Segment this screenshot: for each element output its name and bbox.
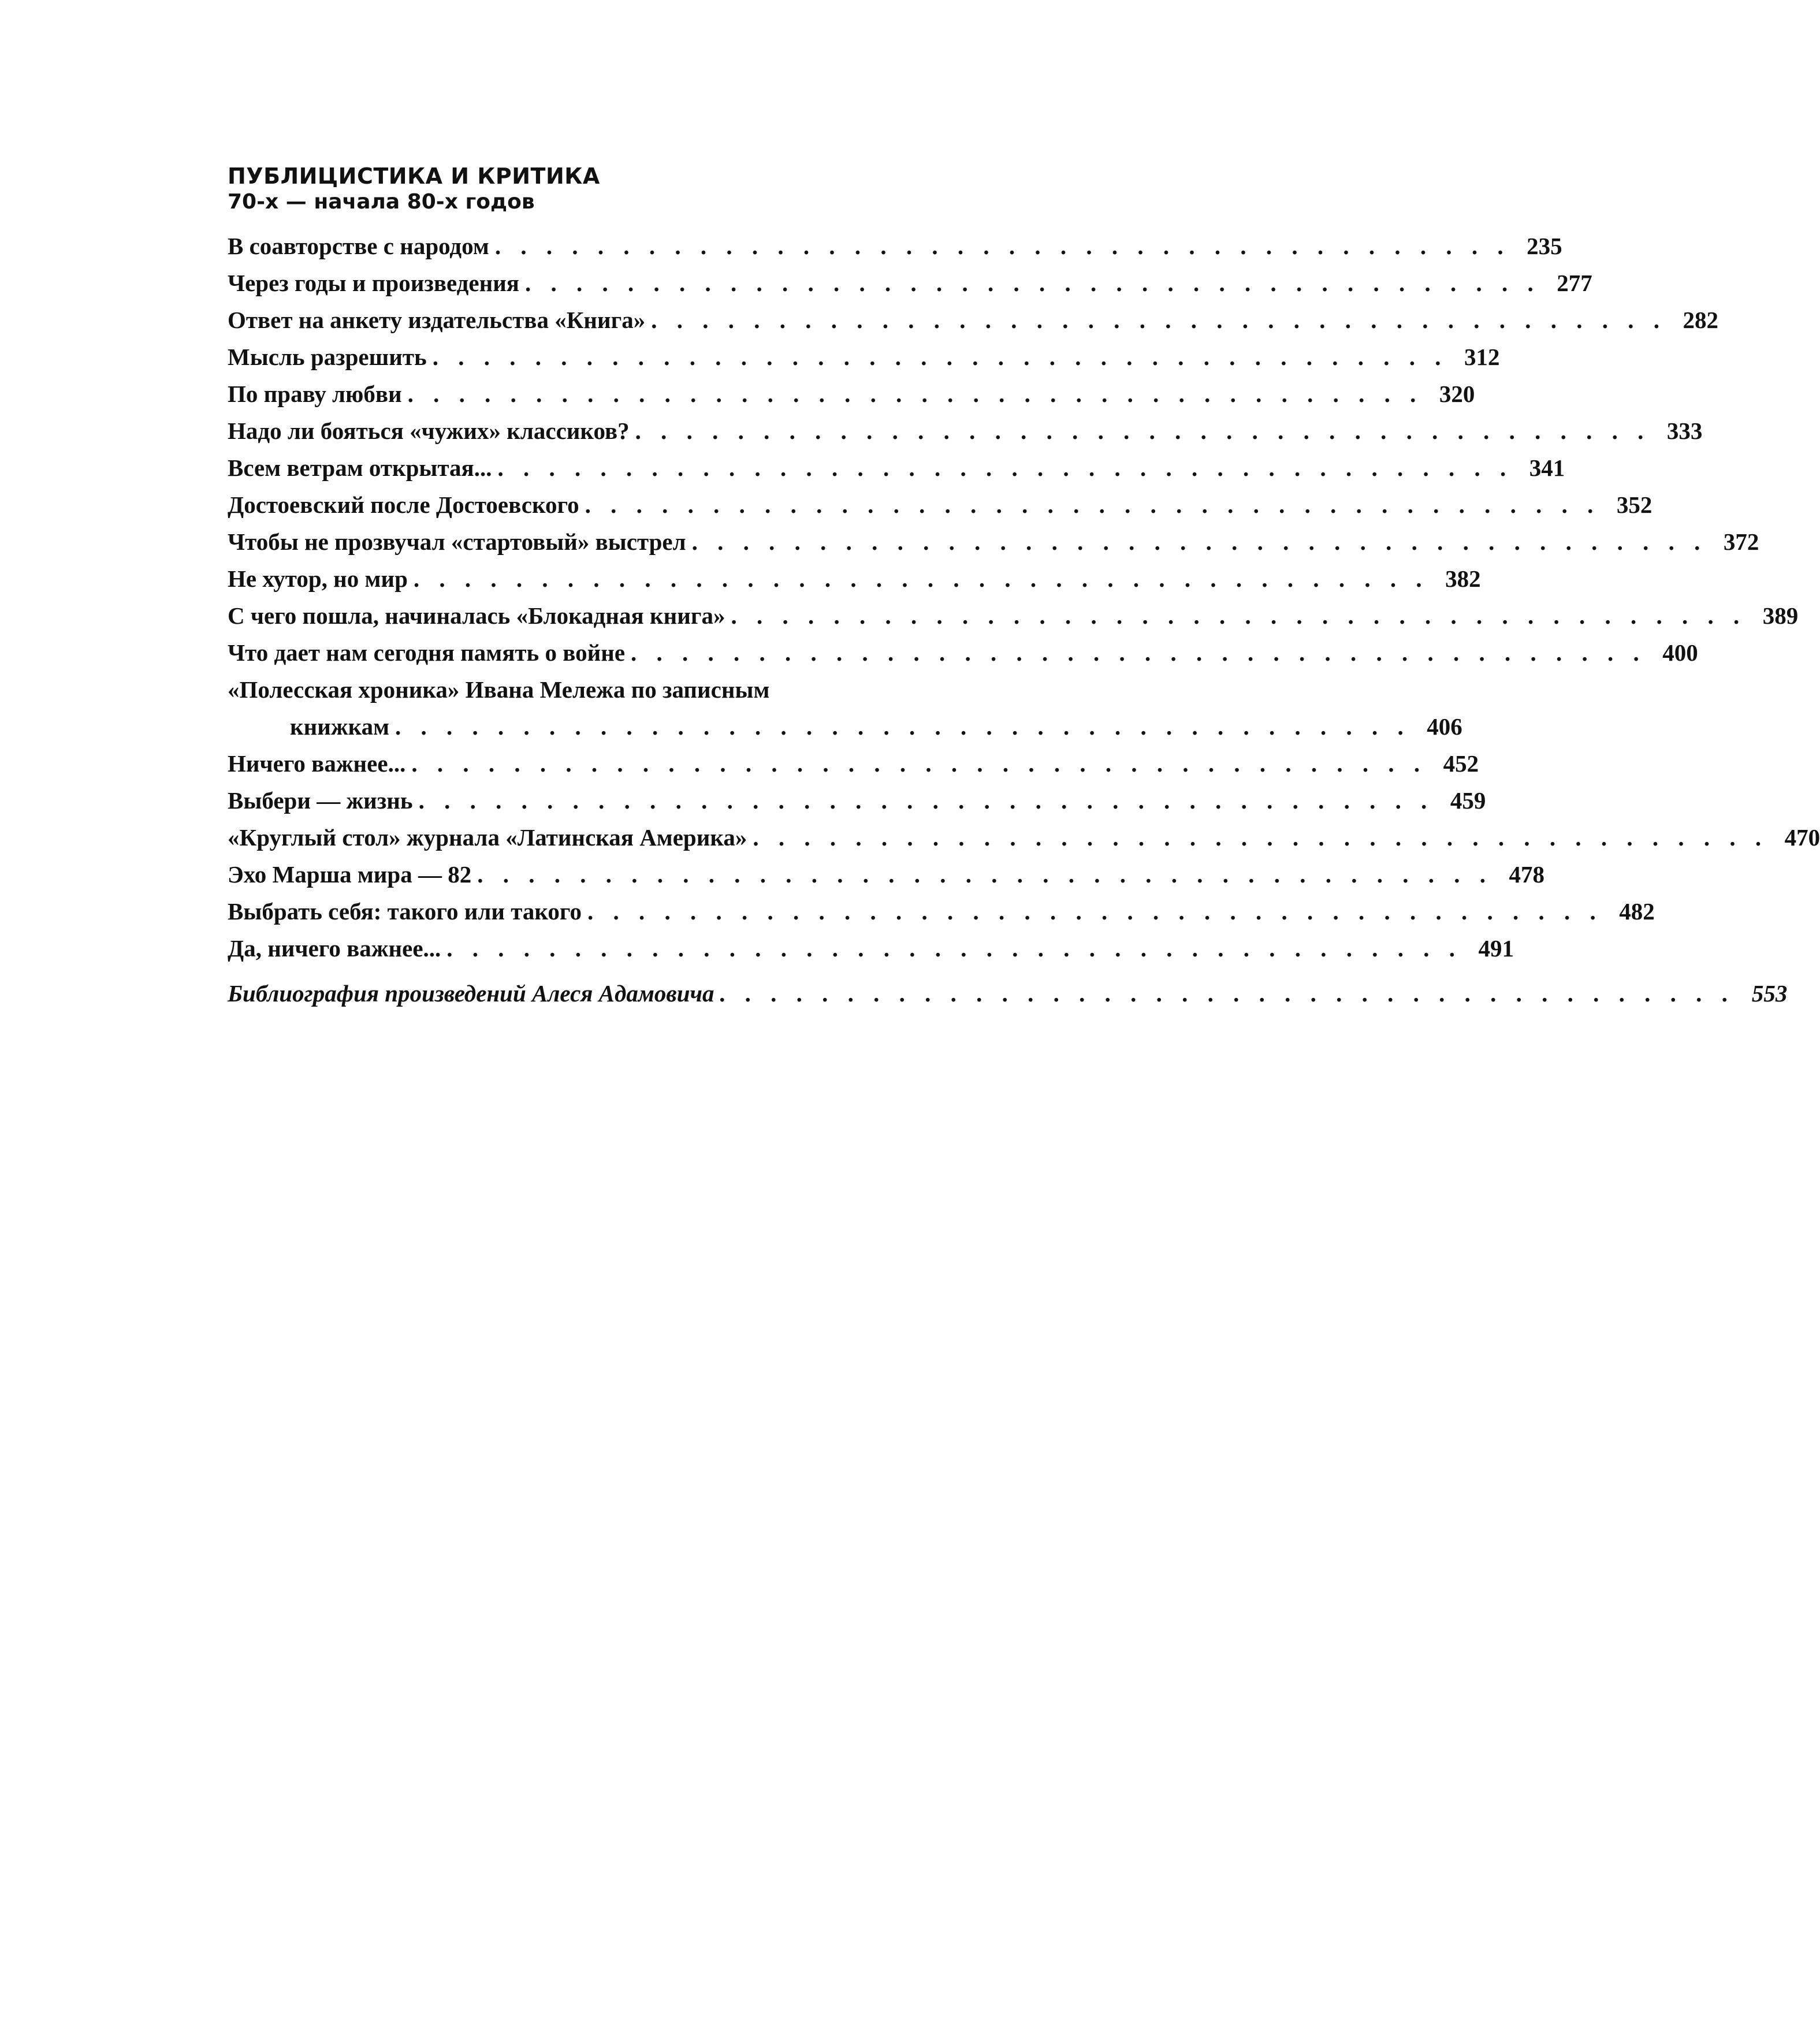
dot-leader: . . . . . . . . . . . . . . . . . . . . . . . . . . . . . . . . . . . . . . . . <box>635 418 1651 444</box>
dot-leader: . . . . . . . . . . . . . . . . . . . . . . . . . . . . . . . . . . . . . . . . <box>494 233 1510 259</box>
toc-entry-title: Библиография произведений Алеся Адамовича <box>228 980 714 1007</box>
toc-entry-title: «Круглый стол» журнала «Латинская Америка» <box>228 824 747 851</box>
toc-entry[interactable] <box>228 301 1719 338</box>
toc-entry-title: Мысль разрешить <box>228 344 427 370</box>
toc-entry[interactable] <box>228 819 1820 856</box>
toc-entry[interactable] <box>228 412 1703 449</box>
toc-entry-bibliography[interactable] <box>228 975 1788 1012</box>
toc-entry-title-line1: «Полесская хроника» Ивана Мележа по записным <box>228 676 770 703</box>
toc-entry[interactable] <box>228 449 1565 486</box>
toc-entries <box>228 228 1820 1012</box>
toc-entry-title: Достоевский после Достоевского <box>228 491 579 518</box>
toc-entry-title: По праву любви <box>228 381 402 407</box>
toc-entry[interactable] <box>228 265 1592 301</box>
toc-entry-page: 282 <box>1683 307 1719 333</box>
toc-entry-page: 470 <box>1784 824 1820 851</box>
toc-entry-page: 320 <box>1439 381 1475 407</box>
dot-leader: . . . . . . . . . . . . . . . . . . . . . . . . . . . . . . . . . . . . . . . . <box>631 639 1646 666</box>
dot-leader: . . . . . . . . . . . . . . . . . . . . . . . . . . . . . . . . . . . . . . . . <box>497 455 1513 481</box>
dot-leader: . . . . . . . . . . . . . . . . . . . . . . . . . . . . . . . . . . . . . . . . <box>407 381 1423 407</box>
toc-entry-title: Эхо Марша мира — 82 <box>228 861 472 888</box>
toc-entry-title: В соавторстве с народом <box>228 233 489 259</box>
dot-leader: . . . . . . . . . . . . . . . . . . . . . . . . . . . . . . . . . . . . . . . . <box>477 861 1493 888</box>
toc-entry-page: 452 <box>1443 750 1479 777</box>
toc-entry[interactable] <box>228 486 1652 523</box>
toc-entry-page: 459 <box>1450 787 1486 814</box>
dot-leader: . . . . . . . . . . . . . . . . . . . . . . . . . . . . . . . . . . . . . . . . <box>753 824 1769 851</box>
toc-entry-title: Что дает нам сегодня память о войне <box>228 639 626 666</box>
dot-leader: . . . . . . . . . . . . . . . . . . . . . . . . . . . . . . . . . . . . . . . . <box>446 935 1462 962</box>
dot-leader: . . . . . . . . . . . . . . . . . . . . . . . . . . . . . . . . . . . . . . . . <box>585 491 1601 518</box>
toc-entry[interactable] <box>228 523 1759 560</box>
toc-entry[interactable] <box>228 893 1655 930</box>
dot-leader: . . . . . . . . . . . . . . . . . . . . . . . . . . . . . . . . . . . . . . . . <box>720 980 1736 1007</box>
toc-entry[interactable] <box>228 930 1514 967</box>
toc-entry-title: Выбрать себя: такого или такого <box>228 898 582 925</box>
toc-entry-page: 333 <box>1666 418 1703 444</box>
toc-entry-page: 277 <box>1557 270 1592 296</box>
dot-leader: . . . . . . . . . . . . . . . . . . . . . . . . . . . . . . . . . . . . . . . . <box>587 898 1603 925</box>
toc-entry-title: С чего пошла, начиналась «Блокадная книга» <box>228 602 725 629</box>
toc-entry-page: 400 <box>1662 639 1698 666</box>
toc-entry-page: 478 <box>1509 861 1544 888</box>
toc-entry-title: Надо ли бояться «чужих» классиков? <box>228 418 630 444</box>
dot-leader: . . . . . . . . . . . . . . . . . . . . . . . . . . . . . . . . . . . . . . . . <box>418 787 1434 814</box>
toc-entry-title: Не хутор, но мир <box>228 565 408 592</box>
dot-leader: . . . . . . . . . . . . . . . . . . . . . . . . . . . . . . . . . . . . . . . . <box>411 750 1427 777</box>
toc-entry-page: 341 <box>1529 455 1565 481</box>
toc-entry-title: Чтобы не прозвучал «стартовый» выстрел <box>228 528 686 555</box>
toc-entry-title: Всем ветрам открытая... <box>228 455 492 481</box>
dot-leader: . . . . . . . . . . . . . . . . . . . . . . . . . . . . . . . . . . . . . . . . <box>651 307 1667 333</box>
toc-entry[interactable] <box>228 560 1481 597</box>
dot-leader: . . . . . . . . . . . . . . . . . . . . . . . . . . . . . . . . . . . . . . . . <box>525 270 1540 296</box>
toc-entry[interactable] <box>228 338 1500 375</box>
dot-leader: . . . . . . . . . . . . . . . . . . . . . . . . . . . . . . . . . . . . . . . . <box>395 713 1410 740</box>
toc-entry-title: Да, ничего важнее... <box>228 935 441 962</box>
toc-entry-title: Выбери — жизнь <box>228 787 413 814</box>
dot-leader: . . . . . . . . . . . . . . . . . . . . . . . . . . . . . . . . . . . . . . . . <box>731 602 1747 629</box>
toc-entry-title-line2: книжкам <box>290 713 390 740</box>
toc-entry-page: 553 <box>1751 980 1788 1007</box>
dot-leader: . . . . . . . . . . . . . . . . . . . . . . . . . . . . . . . . . . . . . . . . <box>413 565 1429 592</box>
toc-entry[interactable] <box>228 745 1479 782</box>
toc-entry-continuation <box>228 708 1462 745</box>
toc-entry-page: 482 <box>1619 898 1655 925</box>
toc-entry[interactable] <box>228 597 1799 634</box>
toc-entry-title: Ничего важнее... <box>228 750 406 777</box>
toc-entry[interactable] <box>228 634 1698 671</box>
dot-leader: . . . . . . . . . . . . . . . . . . . . . . . . . . . . . . . . . . . . . . . . <box>432 344 1448 370</box>
toc-entry[interactable] <box>228 782 1486 819</box>
section-subtitle: 70-х — начала 80-х годов <box>228 190 535 214</box>
toc-entry-page: 312 <box>1464 344 1500 370</box>
toc-entry-page: 352 <box>1616 491 1652 518</box>
toc-entry-page: 372 <box>1723 528 1759 555</box>
toc-entry[interactable] <box>228 671 1462 745</box>
toc-entry[interactable] <box>228 228 1562 265</box>
toc-entry-page: 406 <box>1427 713 1462 740</box>
dot-leader: . . . . . . . . . . . . . . . . . . . . . . . . . . . . . . . . . . . . . . . . <box>691 528 1707 555</box>
toc-entry-page: 235 <box>1527 233 1562 259</box>
toc-entry-page: 389 <box>1762 602 1799 629</box>
toc-entry[interactable] <box>228 375 1475 412</box>
toc-entry-title: Через годы и произведения <box>228 270 519 296</box>
toc-entry-page: 382 <box>1445 565 1481 592</box>
toc-entry-title: Ответ на анкету издательства «Книга» <box>228 307 646 333</box>
section-title: ПУБЛИЦИСТИКА И КРИТИКА <box>228 163 600 189</box>
table-of-contents <box>228 163 1820 1012</box>
toc-entry[interactable] <box>228 856 1544 893</box>
toc-entry-page: 491 <box>1478 935 1514 962</box>
